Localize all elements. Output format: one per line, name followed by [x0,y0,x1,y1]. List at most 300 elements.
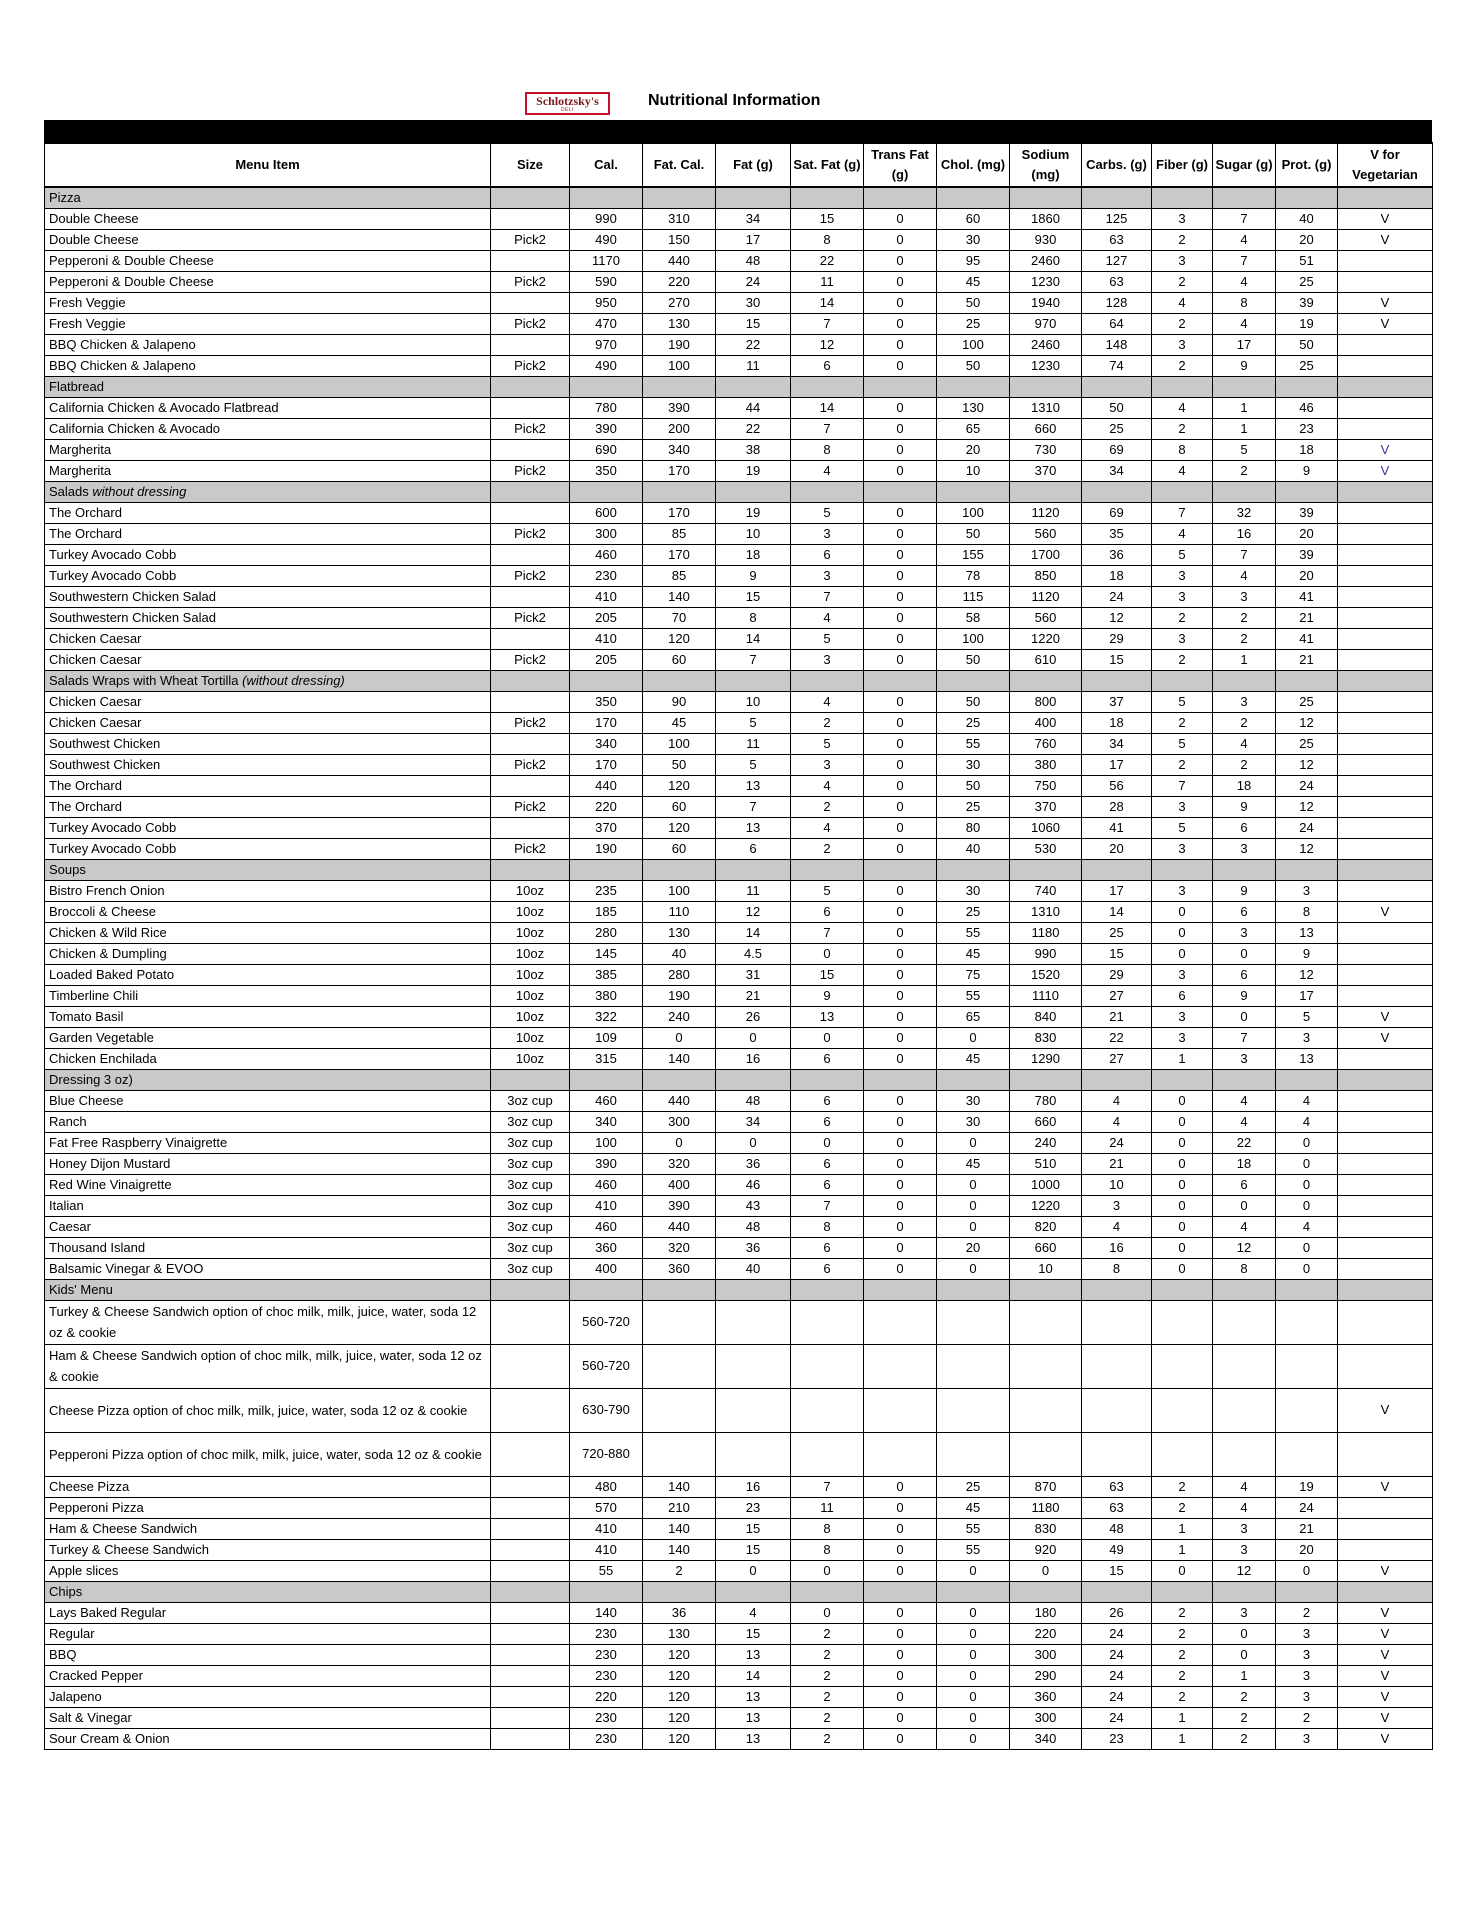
nutrition-cell [491,733,570,754]
table-row [45,313,1433,334]
nutrition-cell: 3 [1152,880,1213,901]
menu-item-name: Pepperoni & Double Cheese [45,250,491,271]
nutrition-cell [491,1518,570,1539]
nutrition-cell: 510 [1010,1153,1082,1174]
nutrition-cell: 9 [791,985,864,1006]
nutrition-cell: 36 [716,1153,791,1174]
nutrition-cell: 55 [937,1539,1010,1560]
nutrition-cell: 63 [1082,229,1152,250]
nutrition-cell: 410 [570,628,643,649]
nutrition-cell: 36 [1082,544,1152,565]
nutrition-cell: 20 [937,439,1010,460]
nutrition-cell: 220 [643,271,716,292]
nutrition-cell: 170 [643,544,716,565]
nutrition-cell [1338,334,1433,355]
nutrition-cell: 3 [1152,796,1213,817]
nutrition-cell: 1220 [1010,628,1082,649]
nutrition-cell: 180 [1010,1602,1082,1623]
nutrition-cell: 14 [716,1665,791,1686]
nutrition-cell [864,1300,937,1344]
nutrition-cell: 25 [937,901,1010,922]
section-filler-cell [1152,1069,1213,1090]
section-filler-cell [491,859,570,880]
nutrition-cell [937,1344,1010,1388]
table-row [45,733,1433,754]
nutrition-cell: 140 [643,1048,716,1069]
table-row [45,1476,1433,1497]
nutrition-cell: 30 [716,292,791,313]
nutrition-cell [1338,1048,1433,1069]
nutrition-cell: 270 [643,292,716,313]
nutrition-cell [1338,1258,1433,1279]
nutrition-cell: 48 [716,1216,791,1237]
nutrition-cell: 3 [1152,565,1213,586]
nutrition-cell: 46 [1276,397,1338,418]
table-row [45,838,1433,859]
nutrition-cell [643,1300,716,1344]
nutrition-cell: 3 [1152,628,1213,649]
menu-item-name: Broccoli & Cheese [45,901,491,922]
nutrition-cell [491,817,570,838]
section-title [45,1279,491,1300]
section-title-text: Chips [49,1583,83,1599]
nutrition-cell [1338,607,1433,628]
nutrition-cell: 9 [1213,355,1276,376]
nutrition-cell: 0 [864,1027,937,1048]
nutrition-cell: 69 [1082,439,1152,460]
nutrition-cell: 0 [864,943,937,964]
section-filler-cell [791,187,864,208]
nutrition-cell: 5 [1276,1006,1338,1027]
nutrition-cell: 13 [716,1686,791,1707]
nutrition-cell: 0 [864,460,937,481]
nutrition-cell: 0 [864,838,937,859]
nutrition-cell: 21 [1082,1153,1152,1174]
nutrition-cell: 5 [791,880,864,901]
table-row [45,649,1433,670]
section-filler-cell [791,376,864,397]
nutrition-cell: 41 [1276,628,1338,649]
nutrition-cell: V [1338,460,1433,481]
nutrition-cell: 13 [716,1728,791,1749]
nutrition-cell: 16 [716,1476,791,1497]
nutrition-cell: 63 [1082,1497,1152,1518]
nutrition-cell: 2 [1152,1476,1213,1497]
nutrition-cell [1338,628,1433,649]
nutrition-cell [491,1476,570,1497]
nutrition-cell [491,397,570,418]
nutrition-cell [1010,1344,1082,1388]
schlotzskys-logo [525,92,610,115]
nutrition-cell [491,1644,570,1665]
nutrition-cell: 350 [570,460,643,481]
column-header: Fat (g) [716,143,791,187]
nutrition-cell: 2 [1213,1707,1276,1728]
nutrition-cell: 35 [1082,523,1152,544]
nutrition-cell [1338,397,1433,418]
nutrition-cell [491,292,570,313]
nutrition-cell: 21 [1276,649,1338,670]
nutrition-cell: 2 [791,1686,864,1707]
nutrition-cell: 3 [1152,334,1213,355]
nutrition-cell: 17 [1276,985,1338,1006]
nutrition-cell: 220 [570,796,643,817]
nutrition-cell: 25 [937,1476,1010,1497]
nutrition-cell: 5 [716,754,791,775]
nutrition-cell: 2 [1213,1686,1276,1707]
nutrition-cell: 1 [1213,1665,1276,1686]
nutrition-cell: 25 [1276,355,1338,376]
section-filler-cell [491,376,570,397]
nutrition-cell [1338,544,1433,565]
nutrition-cell: Pick2 [491,565,570,586]
nutrition-cell: 340 [570,733,643,754]
nutrition-cell: 55 [570,1560,643,1581]
nutrition-cell: 340 [643,439,716,460]
nutrition-cell: 26 [1082,1602,1152,1623]
nutrition-cell: 820 [1010,1216,1082,1237]
nutrition-cell: 51 [1276,250,1338,271]
nutrition-cell: 6 [716,838,791,859]
nutrition-cell: 15 [716,586,791,607]
nutrition-cell: 3 [1213,838,1276,859]
nutrition-cell [1338,271,1433,292]
nutrition-cell: 3 [1276,1728,1338,1749]
nutrition-cell: 4 [1276,1090,1338,1111]
nutrition-cell: 17 [1082,754,1152,775]
nutrition-cell: 0 [864,565,937,586]
table-row [45,439,1433,460]
nutrition-cell: 1180 [1010,922,1082,943]
menu-item-name: Margherita [45,460,491,481]
section-title-text: Salads [49,483,93,499]
nutrition-cell: 13 [1276,1048,1338,1069]
nutrition-cell [864,1344,937,1388]
nutrition-cell: 1940 [1010,292,1082,313]
table-row [45,1048,1433,1069]
table-row [45,1027,1433,1048]
nutrition-cell: 0 [937,1027,1010,1048]
nutrition-cell: 20 [1276,1539,1338,1560]
section-title [45,187,491,208]
nutrition-cell: 2 [1152,1644,1213,1665]
nutrition-cell: 25 [1082,922,1152,943]
nutrition-cell: 4 [791,817,864,838]
nutrition-cell [791,1388,864,1432]
menu-item-name: California Chicken & Avocado [45,418,491,439]
section-filler-cell [1338,1581,1433,1602]
table-row [45,901,1433,922]
nutrition-cell: 100 [937,628,1010,649]
nutrition-cell: 120 [643,628,716,649]
section-filler-cell [1082,481,1152,502]
nutrition-cell: 128 [1082,292,1152,313]
nutrition-cell: 120 [643,1707,716,1728]
nutrition-cell: 15 [716,1518,791,1539]
nutrition-cell: 340 [570,1111,643,1132]
section-filler-cell [570,187,643,208]
nutrition-cell: V [1338,208,1433,229]
nutrition-cell: 370 [570,817,643,838]
nutrition-cell: 360 [1010,1686,1082,1707]
nutrition-cell: 24 [1082,586,1152,607]
nutrition-cell [1338,565,1433,586]
section-filler-cell [643,376,716,397]
nutrition-cell: 830 [1010,1027,1082,1048]
table-row [45,1728,1433,1749]
section-filler-cell [570,376,643,397]
nutrition-cell: 230 [570,1644,643,1665]
nutrition-cell: 800 [1010,691,1082,712]
section-filler-cell [643,670,716,691]
nutrition-cell: 360 [570,1237,643,1258]
nutrition-cell: 970 [1010,313,1082,334]
nutrition-cell: 4 [1213,565,1276,586]
nutrition-cell: 760 [1010,733,1082,754]
nutrition-cell: V [1338,901,1433,922]
nutrition-cell: 1310 [1010,901,1082,922]
nutrition-cell: 48 [716,250,791,271]
nutrition-cell: 155 [937,544,1010,565]
nutrition-cell: 15 [791,964,864,985]
nutrition-cell: 120 [643,817,716,838]
nutrition-cell: 0 [937,1132,1010,1153]
nutrition-cell: 0 [864,985,937,1006]
nutrition-cell: Pick2 [491,271,570,292]
nutrition-cell: 23 [1082,1728,1152,1749]
nutrition-cell [937,1432,1010,1476]
nutrition-cell: 4 [1213,1111,1276,1132]
menu-item-name: Double Cheese [45,208,491,229]
section-title-text: Salads Wraps with Wheat Tortilla [49,672,243,688]
nutrition-cell: 10oz [491,964,570,985]
nutrition-cell: 5 [791,502,864,523]
nutrition-cell: 990 [570,208,643,229]
nutrition-cell [791,1344,864,1388]
nutrition-cell: 6 [791,544,864,565]
nutrition-cell: 0 [1276,1195,1338,1216]
nutrition-cell: 45 [937,1153,1010,1174]
menu-item-name: Turkey Avocado Cobb [45,838,491,859]
nutrition-cell: 0 [937,1560,1010,1581]
nutrition-cell [491,1728,570,1749]
nutrition-cell [1276,1432,1338,1476]
nutrition-cell: 6 [791,1048,864,1069]
nutrition-cell: 11 [716,355,791,376]
nutrition-cell: 18 [1213,775,1276,796]
nutrition-cell: 840 [1010,1006,1082,1027]
menu-item-name: Tomato Basil [45,1006,491,1027]
nutrition-cell: 3 [1213,586,1276,607]
nutrition-cell: 0 [864,649,937,670]
nutrition-cell: 6 [1213,1174,1276,1195]
section-filler-cell [1213,481,1276,502]
menu-item-name: Loaded Baked Potato [45,964,491,985]
nutrition-cell: 0 [937,1258,1010,1279]
nutrition-cell: 49 [1082,1539,1152,1560]
section-filler-cell [937,1581,1010,1602]
nutrition-cell: 20 [1276,565,1338,586]
nutrition-cell: 20 [937,1237,1010,1258]
nutrition-cell: 23 [1276,418,1338,439]
nutrition-cell: 8 [791,1216,864,1237]
section-title [45,1581,491,1602]
nutrition-cell: 10oz [491,985,570,1006]
nutrition-cell: 26 [716,1006,791,1027]
section-filler-cell [791,1069,864,1090]
nutrition-cell [1213,1388,1276,1432]
nutrition-cell: 23 [716,1497,791,1518]
menu-item-name: Regular [45,1623,491,1644]
nutrition-cell: 7 [716,649,791,670]
nutrition-cell: 1060 [1010,817,1082,838]
nutrition-cell: 0 [937,1195,1010,1216]
nutrition-cell: 1000 [1010,1174,1082,1195]
menu-item-name: Timberline Chili [45,985,491,1006]
section-filler-cell [1152,1581,1213,1602]
menu-item-name: Italian [45,1195,491,1216]
nutrition-cell: 11 [791,271,864,292]
section-filler-cell [1082,1069,1152,1090]
nutrition-cell: 39 [1276,544,1338,565]
section-filler-cell [643,1581,716,1602]
nutrition-cell: 185 [570,901,643,922]
nutrition-cell: 30 [937,1111,1010,1132]
nutrition-cell [1338,1497,1433,1518]
menu-item-name: BBQ [45,1644,491,1665]
nutrition-cell: 1230 [1010,271,1082,292]
nutrition-cell: 300 [570,523,643,544]
section-filler-cell [1152,481,1213,502]
section-filler-cell [643,481,716,502]
nutrition-cell: 170 [570,712,643,733]
nutrition-cell: 46 [716,1174,791,1195]
section-filler-cell [1213,376,1276,397]
column-header: Carbs. (g) [1082,143,1152,187]
nutrition-cell: 390 [643,1195,716,1216]
nutrition-cell: 45 [643,712,716,733]
menu-item-name: Cheese Pizza option of choc milk, milk, juice, water, soda 12 oz & cookie [45,1388,491,1432]
nutrition-cell: 13 [716,1644,791,1665]
nutrition-cell: 0 [864,1216,937,1237]
table-row [45,817,1433,838]
nutrition-cell: 1700 [1010,544,1082,565]
nutrition-cell [1338,502,1433,523]
table-row [45,292,1433,313]
nutrition-cell: 3 [1152,1027,1213,1048]
nutrition-cell: 560 [1010,607,1082,628]
section-filler-cell [1152,859,1213,880]
nutrition-cell [1338,754,1433,775]
section-header-row [45,859,1433,880]
nutrition-cell: 2 [1152,271,1213,292]
nutrition-cell: 78 [937,565,1010,586]
nutrition-cell: 3 [1276,880,1338,901]
nutrition-cell: 0 [864,628,937,649]
section-filler-cell [937,376,1010,397]
column-header: Trans Fat (g) [864,143,937,187]
column-header: Fiber (g) [1152,143,1213,187]
nutrition-cell: 25 [1276,733,1338,754]
nutrition-cell: 990 [1010,943,1082,964]
nutrition-cell [1338,817,1433,838]
section-header-row [45,187,1433,208]
column-header: Cal. [570,143,643,187]
nutrition-cell: 1230 [1010,355,1082,376]
nutrition-cell: 7 [1213,544,1276,565]
nutrition-cell [1338,1153,1433,1174]
nutrition-cell: 2 [1276,1602,1338,1623]
section-filler-cell [1338,859,1433,880]
nutrition-cell: 4 [1213,1497,1276,1518]
nutrition-cell: 2 [1152,418,1213,439]
table-row [45,523,1433,544]
nutrition-cell: 8 [791,439,864,460]
nutrition-cell: 34 [1082,460,1152,481]
nutrition-cell: 4 [1213,1216,1276,1237]
nutrition-cell [1010,1388,1082,1432]
menu-item-name: Turkey & Cheese Sandwich [45,1539,491,1560]
nutrition-cell: 0 [1152,1174,1213,1195]
nutrition-cell: 0 [937,1665,1010,1686]
nutrition-cell: 10 [716,523,791,544]
nutrition-cell: 10oz [491,922,570,943]
section-filler-cell [791,859,864,880]
nutrition-cell: 24 [1082,1707,1152,1728]
nutrition-cell: 50 [937,775,1010,796]
nutrition-cell: 2 [1152,607,1213,628]
nutrition-cell: 0 [864,229,937,250]
menu-item-name: Fresh Veggie [45,313,491,334]
nutrition-cell: 740 [1010,880,1082,901]
nutrition-cell: 350 [570,691,643,712]
column-header: Sugar (g) [1213,143,1276,187]
nutrition-cell: 530 [1010,838,1082,859]
nutrition-cell: 8 [1082,1258,1152,1279]
nutrition-cell: 13 [1276,922,1338,943]
section-filler-cell [1338,1069,1433,1090]
nutrition-cell: 4 [1152,397,1213,418]
nutrition-cell: 190 [643,985,716,1006]
nutrition-table [44,142,1433,1750]
nutrition-cell: 0 [864,817,937,838]
nutrition-cell: 15 [1082,943,1152,964]
section-filler-cell [716,481,791,502]
section-filler-cell [643,1069,716,1090]
nutrition-cell: 45 [937,271,1010,292]
section-filler-cell [864,1069,937,1090]
nutrition-cell: 0 [1213,1644,1276,1665]
nutrition-cell: 50 [937,691,1010,712]
nutrition-cell: 315 [570,1048,643,1069]
menu-item-name: Southwestern Chicken Salad [45,607,491,628]
nutrition-cell: 5 [1152,544,1213,565]
nutrition-cell: 8 [791,229,864,250]
nutrition-cell: 25 [937,796,1010,817]
nutrition-cell: Pick2 [491,313,570,334]
nutrition-cell: 870 [1010,1476,1082,1497]
nutrition-cell: 10 [1010,1258,1082,1279]
nutrition-cell: 9 [1276,460,1338,481]
nutrition-cell: Pick2 [491,754,570,775]
nutrition-cell: 45 [937,1048,1010,1069]
nutrition-cell: 9 [716,565,791,586]
table-row [45,1006,1433,1027]
nutrition-cell: 24 [1276,817,1338,838]
nutrition-cell: 15 [791,208,864,229]
nutrition-cell: 0 [864,334,937,355]
nutrition-cell: 120 [643,1665,716,1686]
